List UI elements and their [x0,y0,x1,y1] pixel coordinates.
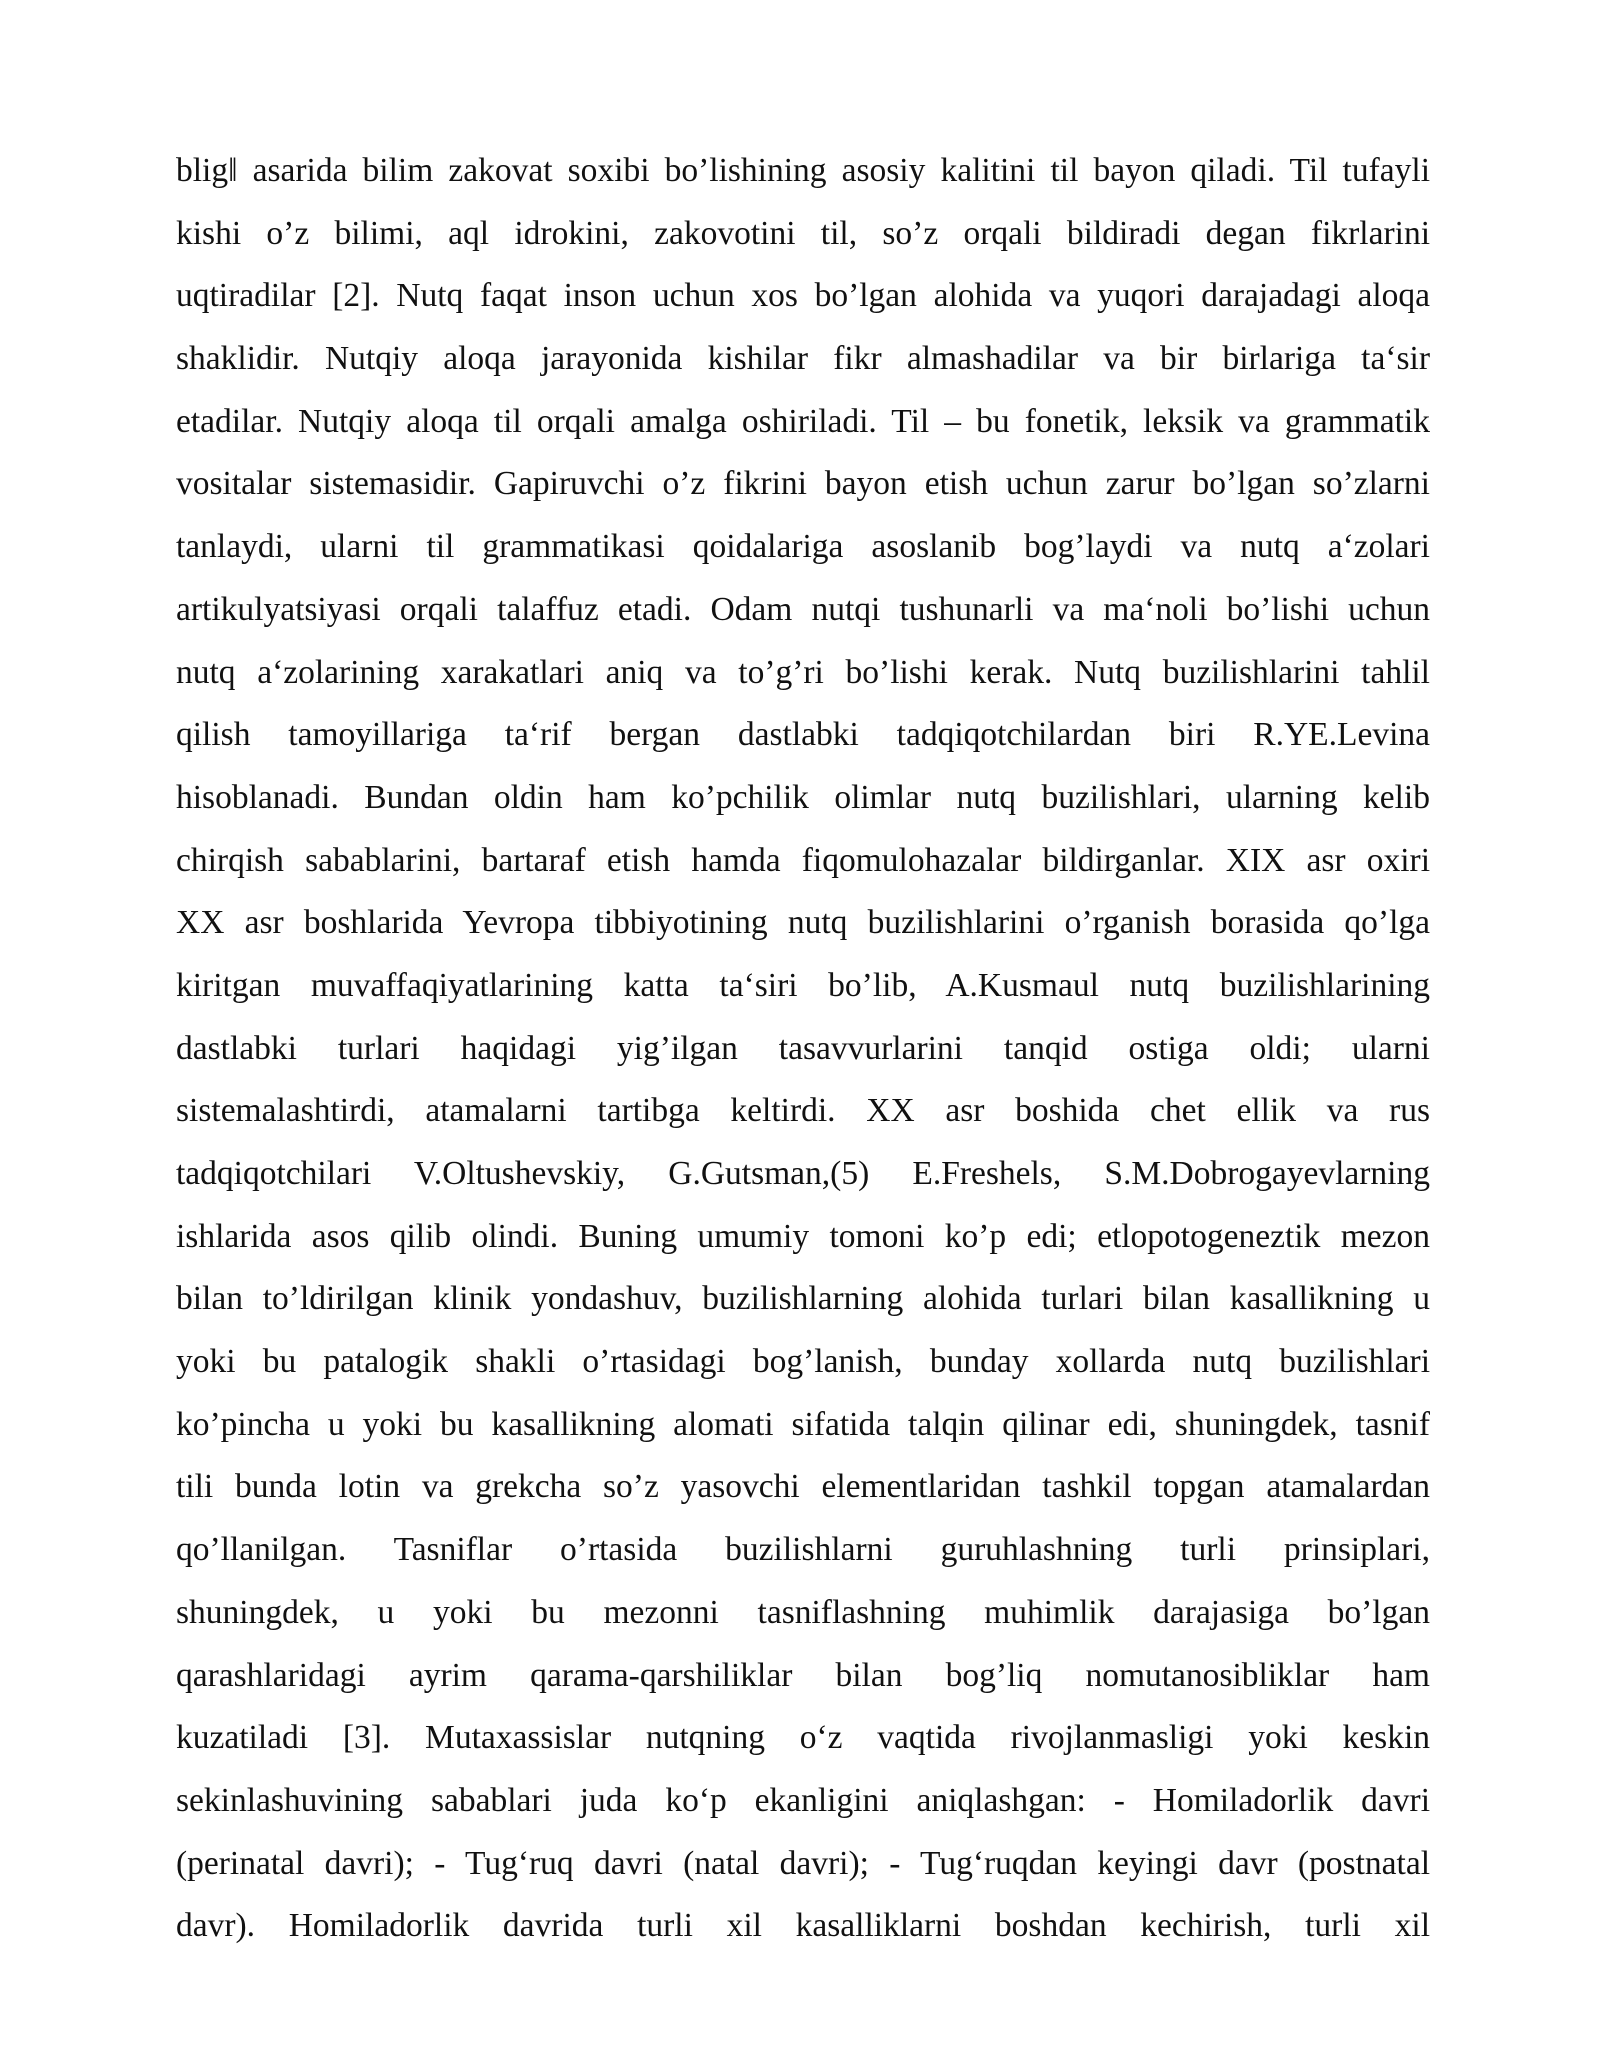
text-line: tili bunda lotin va grekcha so’z yasovchi elementlaridan tashkil topgan atamalardan [176,1468,1430,1506]
text-line: sistemalashtirdi, atamalarni tartibga keltirdi. XX asr boshida chet ellik va rus [176,1092,1430,1130]
text-line: shaklidir. Nutqiy aloqa jarayonida kishilar fikr almashadilar va bir birlariga ta‘sir [176,340,1430,378]
text-line: kiritgan muvaffaqiyatlarining katta ta‘siri bo’lib, A.Kusmaul nutq buzilishlarining [176,966,1430,1004]
text-line: ko’pincha u yoki bu kasallikning alomati sifatida talqin qilinar edi, shuningdek, tasnif [176,1405,1430,1443]
text-line: davr). Homiladorlik davrida turli xil kasalliklarni boshdan kechirish, turli xil [176,1907,1430,1945]
text-line: sekinlashuvining sabablari juda ko‘p ekanligini aniqlashgan: - Homiladorlik davri [176,1781,1430,1819]
text-line: tanlaydi, ularni til grammatikasi qoidalariga asoslanib bog’laydi va nutq a‘zolari [176,528,1430,566]
text-line: nutq a‘zolarining xarakatlari aniq va to’g’ri bo’lishi kerak. Nutq buzilishlarini tahlil [176,653,1430,691]
text-line: uqtiradilar [2]. Nutq faqat inson uchun xos bo’lgan alohida va yuqori darajadagi aloqa [176,277,1430,315]
text-line: artikulyatsiyasi orqali talaffuz etadi. Odam nutqi tushunarli va ma‘noli bo’lishi uchun [176,590,1430,628]
text-line: blig‖ asarida bilim zakovat soxibi bo’lishining asosiy kalitini til bayon qiladi. Til tufayli [176,152,1430,189]
text-line: kishi o’z bilimi, aql idrokini, zakovotini til, so’z orqali bildiradi degan fikrlarini [176,214,1430,252]
text-line: hisoblanadi. Bundan oldin ham ko’pchilik olimlar nutq buzilishlari, ularning kelib [176,778,1430,816]
text-line: ishlarida asos qilib olindi. Buning umumiy tomoni ko’p edi; etlopotogeneztik mezon [176,1217,1430,1255]
text-line: tadqiqotchilari V.Oltushevskiy, G.Gutsman,(5) E.Freshels, S.M.Dobrogayevlarning [176,1155,1430,1192]
text-line: etadilar. Nutqiy aloqa til orqali amalga oshiriladi. Til – bu fonetik, leksik va grammatik [176,402,1430,440]
text-line: qilish tamoyillariga ta‘rif bergan dastlabki tadqiqotchilardan biri R.YE.Levina [176,716,1430,754]
text-line: dastlabki turlari haqidagi yig’ilgan tasavvurlarini tanqid ostiga oldi; ularni [176,1029,1430,1067]
text-line: XX asr boshlarida Yevropa tibbiyotining nutq buzilishlarini o’rganish borasida qo’lga [176,904,1430,942]
text-line: chirqish sabablarini, bartaraf etish hamda fiqomulohazalar bildirganlar. XIX asr oxiri [176,841,1430,879]
text-line: yoki bu patalogik shakli o’rtasidagi bog’lanish, bunday xollarda nutq buzilishlari [176,1343,1430,1381]
text-line: vositalar sistemasidir. Gapiruvchi o’z fikrini bayon etish uchun zarur bo’lgan so’zlarni [176,465,1430,503]
text-line: shuningdek, u yoki bu mezonni tasniflashning muhimlik darajasiga bo’lgan [176,1593,1430,1631]
text-line: (perinatal davri); - Tug‘ruq davri (natal davri); - Tug‘ruqdan keyingi davr (postnatal [176,1844,1430,1882]
text-line: bilan to’ldirilgan klinik yondashuv, buzilishlarning alohida turlari bilan kasallikning u [176,1280,1430,1318]
text-line: kuzatiladi [3]. Mutaxassislar nutqning o‘z vaqtida rivojlanmasligi yoki keskin [176,1719,1430,1757]
body-text [176,140,1430,1958]
text-line: qarashlaridagi ayrim qarama-qarshiliklar bilan bog’liq nomutanosibliklar ham [176,1656,1430,1694]
text-line: qo’llanilgan. Tasniflar o’rtasida buzilishlarni guruhlashning turli prinsiplari, [176,1531,1430,1569]
